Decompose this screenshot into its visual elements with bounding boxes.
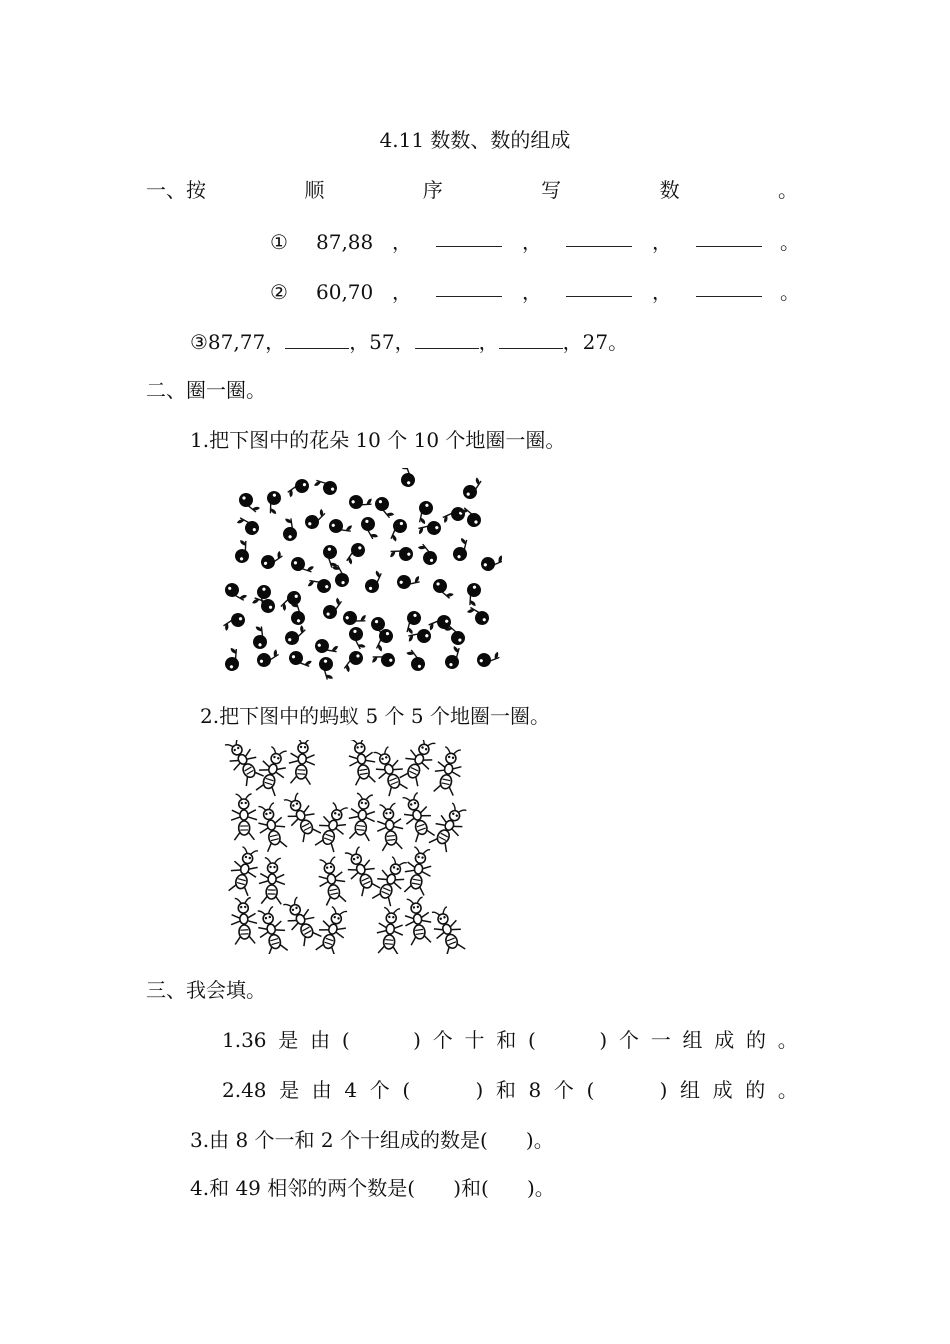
ant-icon (231, 794, 258, 840)
flower-icon (318, 542, 346, 569)
q-token: 4 (344, 1078, 358, 1102)
open-paren: ( (586, 1078, 595, 1102)
row3-prefix: ③87,77， (190, 330, 286, 354)
q-token: 的 (746, 1028, 767, 1052)
section2-heading: 二、圈一圈。 (146, 378, 266, 402)
flower-icon (387, 517, 411, 542)
flower-icon (326, 513, 354, 540)
flower-icon (479, 548, 502, 575)
close-paren: ) (413, 1028, 421, 1052)
ant-icon (345, 740, 378, 786)
flower-icon (306, 572, 334, 599)
flower-icon (260, 488, 288, 516)
ant-icon (398, 791, 438, 843)
ant-icon (427, 905, 468, 954)
flower-icon (403, 649, 428, 673)
section1-heading (146, 176, 798, 204)
answer-blank[interactable] (499, 330, 563, 349)
q-token: 是 (279, 1078, 300, 1102)
sequence-row-1 (270, 228, 800, 258)
flower-icon (394, 567, 422, 595)
flower-icon (313, 654, 341, 680)
q-token: 成 (714, 1028, 735, 1052)
ant-icon (279, 895, 324, 948)
ant-icon (375, 907, 405, 954)
page-title: 4.11 数数、数的组成 (379, 128, 571, 152)
q-token: 个 (432, 1028, 453, 1052)
q-token: 个 (369, 1078, 390, 1102)
ant-icon (375, 803, 406, 851)
flower-icon (218, 646, 245, 674)
ant-icon (315, 856, 349, 906)
sequence-row-3 (190, 328, 628, 356)
flower-icon (448, 536, 474, 563)
comma: ， (392, 280, 412, 304)
row-start-values: 60,70 (316, 280, 374, 304)
q-token: 。 (777, 1078, 798, 1102)
comma: ， (652, 230, 672, 254)
open-paren: ( (402, 1078, 411, 1102)
ant-icon (222, 740, 266, 788)
ant-icon (312, 801, 352, 853)
answer-blank[interactable] (696, 278, 762, 297)
answer-blank[interactable] (415, 330, 479, 349)
ant-icon (431, 746, 466, 796)
fill-question-3[interactable]: 3.由 8 个一和 2 个十组成的数是( )。 (190, 1128, 554, 1152)
section3-heading: 三、我会填。 (146, 978, 266, 1002)
flower-icon (370, 646, 398, 674)
flower-icon (362, 570, 386, 595)
ant-icon (369, 745, 410, 797)
flower-icon (239, 493, 260, 512)
flower-icon (346, 487, 374, 515)
q-token: 组 (682, 1028, 703, 1052)
ant-icon (280, 791, 324, 844)
q-token: 是 (278, 1028, 299, 1052)
ant-icon (346, 793, 377, 842)
q-token: 十 (464, 1028, 485, 1052)
flower-icon (441, 502, 467, 529)
flower-icon (282, 600, 310, 627)
ant-icon (258, 858, 286, 905)
ant-icon (253, 905, 291, 954)
flower-icon (312, 633, 340, 660)
answer-blank[interactable] (566, 228, 632, 247)
flower-icon (415, 543, 439, 566)
flower-icon (222, 610, 247, 636)
q-token: 的 (745, 1078, 766, 1102)
question-ants: 2.把下图中的蚂蚁 5 个 5 个地圈一圈。 (200, 704, 550, 728)
flower-icon (304, 507, 325, 530)
heading-char: 一、按 (146, 178, 206, 202)
row3-tail: ，27。 (562, 330, 629, 354)
flower-icon (289, 553, 315, 578)
row-end: 。 (780, 230, 800, 254)
flower-icon (462, 477, 483, 500)
answer-blank[interactable] (285, 330, 349, 349)
q-token: 8 (528, 1078, 542, 1102)
heading-char: 。 (777, 178, 798, 202)
flower-icon (224, 581, 248, 603)
comma: ， (522, 280, 542, 304)
flower-icon (427, 610, 454, 638)
flower-icon (388, 540, 416, 568)
row-mark: ② (270, 280, 288, 304)
heading-char: 序 (422, 178, 443, 202)
answer-blank[interactable] (566, 278, 632, 297)
q-token: 和 (496, 1028, 517, 1052)
flower-icon (474, 644, 501, 672)
flower-icon (322, 597, 342, 619)
q-token: 。 (777, 1028, 798, 1052)
open-paren: ( (341, 1028, 350, 1052)
ant-icon (313, 905, 352, 954)
flower-icon (344, 651, 364, 673)
ant-icon (226, 845, 263, 896)
flower-icon (345, 625, 372, 651)
heading-char: 写 (541, 178, 562, 202)
answer-blank[interactable] (436, 228, 502, 247)
flower-icon (275, 516, 303, 544)
flower-icon (444, 625, 466, 645)
flower-icon (373, 496, 397, 519)
q-token: 1.36 (222, 1028, 267, 1052)
ant-icon (340, 845, 382, 898)
q-token: 成 (712, 1078, 733, 1102)
comma: ， (392, 230, 412, 254)
q-token: 由 (311, 1078, 332, 1102)
ant-icon (402, 896, 434, 945)
flower-icon (433, 579, 455, 599)
ant-icon (230, 897, 258, 944)
flower-icon (284, 623, 306, 646)
flower-icon (287, 647, 313, 672)
q-token: 由 (310, 1028, 331, 1052)
flower-icon (287, 476, 311, 501)
fill-question-4[interactable]: 4.和 49 相邻的两个数是( )和( )。 (190, 1176, 555, 1200)
row3-mid: ，57， (349, 330, 415, 354)
question-flowers: 1.把下图中的花朵 10 个 10 个地圈一圈。 (190, 428, 566, 452)
q-token: 组 (680, 1078, 700, 1102)
ant-icon (369, 855, 411, 908)
flower-icon (440, 644, 466, 671)
ants-illustration[interactable] (222, 740, 472, 954)
q-token: 个 (553, 1078, 574, 1102)
row-end: 。 (780, 280, 800, 304)
heading-char: 顺 (304, 178, 325, 202)
q-token: 个 (618, 1028, 639, 1052)
flower-icon (392, 468, 420, 490)
ant-icon (287, 740, 316, 785)
flower-icon (373, 628, 396, 653)
ant-icon (426, 801, 471, 854)
q-token: 2.48 (222, 1078, 267, 1102)
flower-icon (406, 623, 434, 651)
comma: ， (652, 280, 672, 304)
flowers-illustration[interactable] (212, 468, 502, 680)
flower-icon (460, 580, 488, 608)
row3-comma: ， (478, 330, 499, 354)
fill-question-2 (222, 1076, 798, 1104)
answer-blank[interactable] (436, 278, 502, 297)
ant-icon (401, 846, 435, 896)
row-mark: ① (270, 230, 288, 254)
ant-icon (397, 740, 440, 787)
row-start-values: 87,88 (316, 230, 374, 254)
sequence-row-2 (270, 278, 800, 308)
flower-icon (228, 538, 256, 566)
close-paren: ) (659, 1078, 668, 1102)
ant-icon (253, 745, 291, 797)
q-token: 一 (650, 1028, 671, 1052)
flower-icon (236, 515, 260, 537)
flower-icon (357, 515, 384, 540)
open-paren: ( (528, 1028, 536, 1052)
answer-blank[interactable] (696, 228, 762, 247)
fill-question-1 (222, 1026, 798, 1054)
flower-icon (313, 474, 339, 499)
close-paren: ) (475, 1078, 484, 1102)
flower-icon (346, 543, 366, 565)
flower-icon (245, 624, 273, 652)
q-token: 和 (495, 1078, 516, 1102)
comma: ， (522, 230, 542, 254)
flower-icon (466, 605, 489, 627)
ant-icon (254, 802, 290, 853)
close-paren: ) (599, 1028, 608, 1052)
flower-icon (259, 547, 283, 573)
heading-char: 数 (659, 178, 680, 202)
